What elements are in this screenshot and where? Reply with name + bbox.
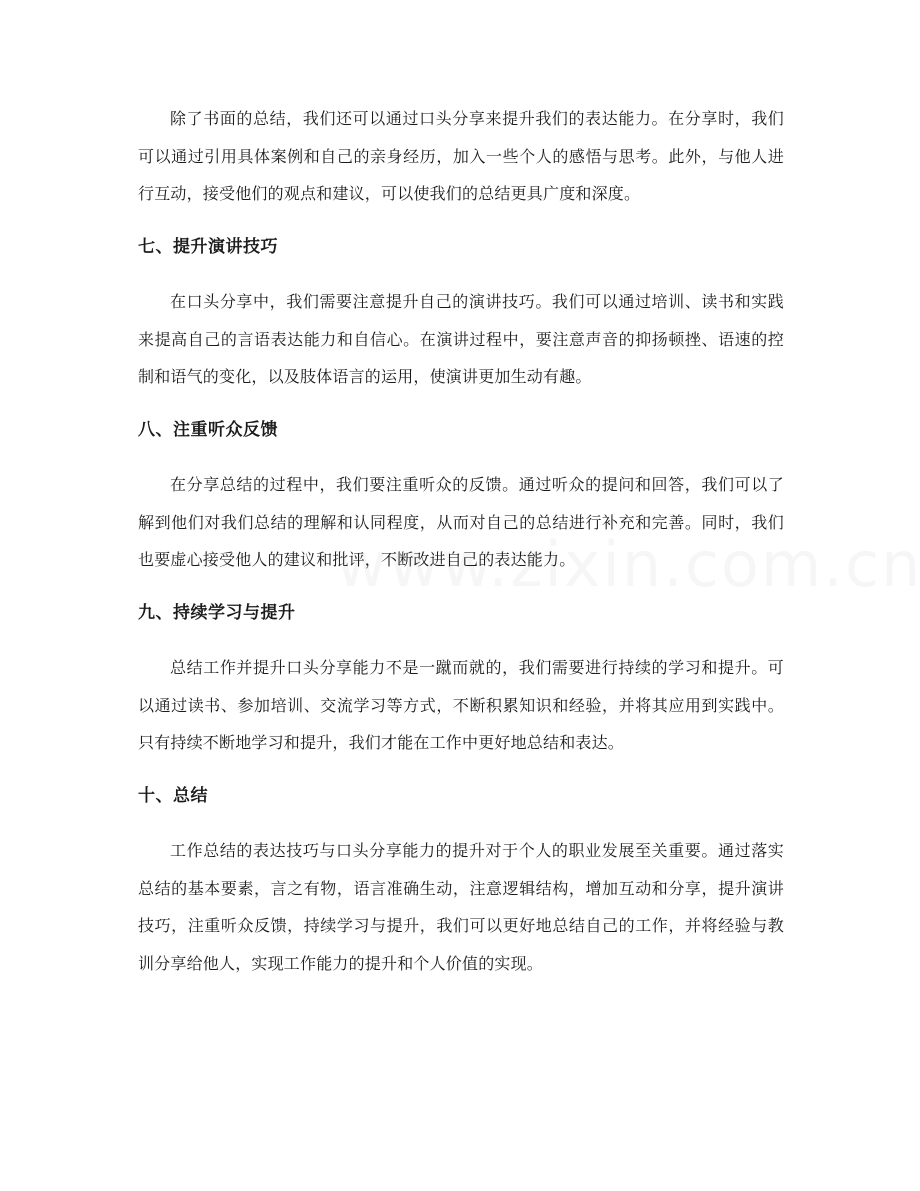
heading-section-9: 九、持续学习与提升 [138, 602, 296, 623]
paragraph-section-9: 总结工作并提升口头分享能力不是一蹴而就的，我们需要进行持续的学习和提升。可以通过读书、参加培训、交流学习等方式，不断积累知识和经验，并将其应用到实践中。只有持续不断地学习和提升，我们才能在工作中更好地总结和表达。 [138, 658, 784, 752]
heading-section-8: 八、注重听众反馈 [138, 419, 278, 440]
paragraph-section-7: 在口头分享中，我们需要注意提升自己的演讲技巧。我们可以通过培训、读书和实践来提高自己的言语表达能力和自信心。在演讲过程中，要注意声音的抑扬顿挫、语速的控制和语气的变化，以及肢体语言的运用，使演讲更加生动有趣。 [138, 292, 784, 386]
paragraph-section-10: 工作总结的表达技巧与口头分享能力的提升对于个人的职业发展至关重要。通过落实总结的基本要素，言之有物，语言准确生动，注意逻辑结构，增加互动和分享，提升演讲技巧，注重听众反馈，持续学习与提升，我们可以更好地总结自己的工作，并将经验与教训分享给他人，实现工作能力的提升和个人价值的实现。 [138, 841, 784, 973]
heading-section-7: 七、提升演讲技巧 [138, 236, 278, 257]
paragraph-intro: 除了书面的总结，我们还可以通过口头分享来提升我们的表达能力。在分享时，我们可以通过引用具体案例和自己的亲身经历，加入一些个人的感悟与思考。此外，与他人进行互动，接受他们的观点和建议，可以使我们的总结更具广度和深度。 [138, 109, 784, 203]
paragraph-section-8: 在分享总结的过程中，我们要注重听众的反馈。通过听众的提问和回答，我们可以了解到他们对我们总结的理解和认同程度，从而对自己的总结进行补充和完善。同时，我们也要虚心接受他人的建议和批评，不断改进自己的表达能力。 [138, 475, 784, 569]
document-body [138, 100, 784, 982]
heading-section-10: 十、总结 [138, 785, 208, 806]
